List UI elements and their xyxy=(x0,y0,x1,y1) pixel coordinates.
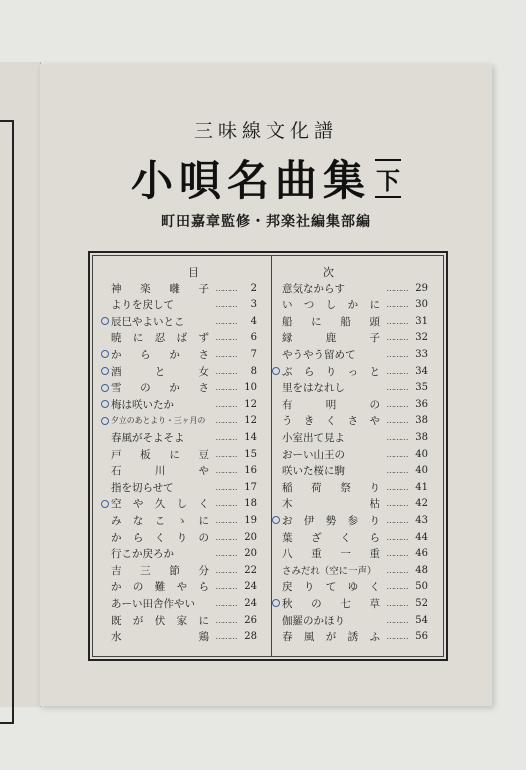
leader-dots: ……… xyxy=(215,300,237,310)
toc-entry-title: か ら く り の xyxy=(111,531,209,544)
leader-dots: ……… xyxy=(386,549,408,559)
toc-entry-title: 葉 ざ く ら xyxy=(282,531,380,544)
leader-dots: ……… xyxy=(386,333,408,343)
toc-entry-title: か の 難 や ら xyxy=(111,581,209,594)
toc-entry-page: 48 xyxy=(415,564,428,576)
toc-entry xyxy=(111,612,257,628)
toc-entry-title: ぶ ら り っ と xyxy=(282,365,380,378)
toc-entry-title: み な こ ゝ に xyxy=(111,514,209,527)
toc-entry xyxy=(111,579,257,595)
toc-entry-page: 16 xyxy=(244,465,257,477)
toc-entry-page: 56 xyxy=(415,631,428,643)
leader-dots: ……… xyxy=(386,449,408,459)
toc-entry-title: よりを戻して xyxy=(111,299,174,312)
toc-entry-page: 10 xyxy=(244,382,257,394)
leader-dots: ……… xyxy=(386,582,408,592)
leader-dots: ……… xyxy=(215,316,237,326)
toc-entry-page: 12 xyxy=(244,415,257,427)
toc-entry xyxy=(282,579,428,595)
previous-page-border xyxy=(0,120,14,724)
leader-dots: ……… xyxy=(215,283,237,293)
leader-dots: ……… xyxy=(215,449,237,459)
circle-mark-icon xyxy=(101,417,109,425)
toc-entry xyxy=(282,496,428,512)
leader-dots: ……… xyxy=(386,565,408,575)
toc-entry xyxy=(111,595,257,611)
leader-dots: ……… xyxy=(386,532,408,542)
toc-entry xyxy=(111,479,257,495)
toc-entry xyxy=(111,363,257,379)
leader-dots: ……… xyxy=(215,582,237,592)
toc-entry-page: 28 xyxy=(244,631,257,643)
toc-entry-title: 縁 鹿 子 xyxy=(282,332,380,345)
toc-heading-right: 次 xyxy=(323,266,334,279)
toc-entry-title: 行こか戻ろか xyxy=(111,548,174,561)
toc-entry-title: 辰巳やよいとこ xyxy=(111,315,185,328)
toc-entry xyxy=(282,529,428,545)
toc-entry xyxy=(111,529,257,545)
toc-entry xyxy=(282,612,428,628)
circle-mark-icon xyxy=(272,516,280,524)
toc-entry-page: 38 xyxy=(415,415,428,427)
toc-entry xyxy=(282,330,428,346)
table-of-contents xyxy=(88,251,448,661)
toc-entry xyxy=(282,280,428,296)
toc-entry-title: お 伊 勢 参 り xyxy=(282,514,380,527)
main-title xyxy=(100,152,432,204)
toc-entry-title: 既 が 伏 家 に xyxy=(111,614,209,627)
leader-dots: ……… xyxy=(386,283,408,293)
toc-entry xyxy=(111,512,257,528)
toc-entry xyxy=(282,429,428,445)
toc-entry xyxy=(111,496,257,512)
toc-entry-page: 34 xyxy=(415,365,428,377)
toc-entry-title: か ら か さ xyxy=(111,348,209,361)
toc-entry-title: 里をはなれし xyxy=(282,382,345,395)
toc-entry-title: 有 明 の xyxy=(282,398,380,411)
leader-dots: ……… xyxy=(386,349,408,359)
toc-entry xyxy=(111,396,257,412)
toc-entry xyxy=(111,429,257,445)
leader-dots: ……… xyxy=(386,466,408,476)
toc-entry xyxy=(282,363,428,379)
toc-entry-title: おーい山王の xyxy=(282,448,345,461)
leader-dots: ……… xyxy=(215,432,237,442)
toc-entry-title: 咲いた桜に駒 xyxy=(282,465,345,478)
toc-entry-title: 指を切らせて xyxy=(111,481,174,494)
leader-dots: ……… xyxy=(386,383,408,393)
leader-dots: ……… xyxy=(215,565,237,575)
toc-entry-page: 18 xyxy=(244,498,257,510)
toc-entry-title: 吉 三 節 分 xyxy=(111,564,209,577)
toc-entry-page: 24 xyxy=(244,597,257,609)
toc-entry-page: 40 xyxy=(415,448,428,460)
toc-entry-title: 小室出て見よ xyxy=(282,431,345,444)
toc-entry-title: 春風がそよそよ xyxy=(111,431,185,444)
leader-dots: ……… xyxy=(215,383,237,393)
toc-entry-page: 54 xyxy=(415,614,428,626)
toc-entry-page: 4 xyxy=(250,315,257,327)
toc-entry-page: 43 xyxy=(415,514,428,526)
toc-entry-page: 6 xyxy=(250,332,257,344)
toc-entry-page: 31 xyxy=(415,315,428,327)
toc-entry xyxy=(282,512,428,528)
toc-entry-page: 8 xyxy=(250,365,257,377)
leader-dots: ……… xyxy=(215,366,237,376)
toc-entry xyxy=(111,446,257,462)
toc-entry-title: 夕立のあとより・三ヶ月の xyxy=(111,416,206,426)
toc-entry xyxy=(282,463,428,479)
leader-dots: ……… xyxy=(215,333,237,343)
leader-dots: ……… xyxy=(386,515,408,525)
toc-entry-title: あーい田舎作やい xyxy=(111,597,195,610)
toc-entry xyxy=(111,297,257,313)
circle-mark-icon xyxy=(101,384,109,392)
toc-entry-title: 木 枯 xyxy=(282,498,380,511)
toc-entry-title: 伽羅のかほり xyxy=(282,614,345,627)
toc-entry-page: 41 xyxy=(415,481,428,493)
toc-entry-title: 秋 の 七 草 xyxy=(282,597,380,610)
toc-entry-title: 空 や 久 し く xyxy=(111,498,209,511)
toc-entry xyxy=(282,396,428,412)
toc-entry-title: 八 重 一 重 xyxy=(282,548,380,561)
toc-entry xyxy=(111,313,257,329)
toc-entry-page: 32 xyxy=(415,332,428,344)
leader-dots: ……… xyxy=(215,399,237,409)
circle-mark-icon xyxy=(101,367,109,375)
previous-page-edge xyxy=(0,62,41,707)
leader-dots: ……… xyxy=(215,466,237,476)
toc-entry xyxy=(282,479,428,495)
toc-entry-page: 46 xyxy=(415,548,428,560)
toc-entry-title: さみだれ（空に一声） xyxy=(282,566,377,578)
toc-entry-page: 3 xyxy=(250,299,257,311)
leader-dots: ……… xyxy=(386,615,408,625)
toc-entry xyxy=(282,629,428,645)
toc-entry-page: 26 xyxy=(244,614,257,626)
series-title: 三味線文化譜 xyxy=(193,120,338,142)
toc-entry-title: い つ し か に xyxy=(282,299,380,312)
toc-entry-page: 38 xyxy=(415,431,428,443)
toc-entry-title: 梅は咲いたか xyxy=(111,398,174,411)
toc-entry-page: 50 xyxy=(415,581,428,593)
leader-dots: ……… xyxy=(386,416,408,426)
toc-entry-page: 12 xyxy=(244,398,257,410)
leader-dots: ……… xyxy=(386,366,408,376)
leader-dots: ……… xyxy=(215,598,237,608)
toc-entry-page: 14 xyxy=(244,431,257,443)
leader-dots: ……… xyxy=(386,499,408,509)
circle-mark-icon xyxy=(101,400,109,408)
toc-entry-title: う き く さ や xyxy=(282,415,380,428)
toc-entry xyxy=(111,280,257,296)
circle-mark-icon xyxy=(272,599,280,607)
toc-entry-page: 17 xyxy=(244,481,257,493)
toc-entry-page: 36 xyxy=(415,398,428,410)
toc-entry-page: 7 xyxy=(250,348,257,360)
toc-entry-page: 19 xyxy=(244,514,257,526)
toc-entry-title: 神 楽 囃 子 xyxy=(111,282,209,295)
toc-entry-page: 29 xyxy=(415,282,428,294)
leader-dots: ……… xyxy=(215,632,237,642)
toc-entry xyxy=(282,595,428,611)
leader-dots: ……… xyxy=(215,499,237,509)
toc-entry xyxy=(111,330,257,346)
leader-dots: ……… xyxy=(215,549,237,559)
leader-dots: ……… xyxy=(215,532,237,542)
toc-entry-title: 暁 に 忍 ば ず xyxy=(111,332,209,345)
toc-entry-title: 酒 と 女 xyxy=(111,365,209,378)
toc-entry-title: 水 鶏 xyxy=(111,631,209,644)
toc-entry xyxy=(111,629,257,645)
toc-entry xyxy=(111,413,257,429)
toc-entry-title: 雪 の か さ xyxy=(111,382,209,395)
toc-entry xyxy=(282,446,428,462)
leader-dots: ……… xyxy=(386,300,408,310)
circle-mark-icon xyxy=(272,367,280,375)
toc-entry-title: 戻 り て ゆ く xyxy=(282,581,380,594)
leader-dots: ……… xyxy=(215,416,237,426)
toc-entry-page: 33 xyxy=(415,348,428,360)
toc-heading-left: 目 xyxy=(188,266,199,279)
toc-entry-title: やうやう留めて xyxy=(282,348,356,361)
toc-entry xyxy=(111,346,257,362)
toc-entry-title: 戸 板 に 豆 xyxy=(111,448,209,461)
leader-dots: ……… xyxy=(386,399,408,409)
toc-entry xyxy=(111,463,257,479)
leader-dots: ……… xyxy=(215,615,237,625)
toc-entry xyxy=(282,413,428,429)
toc-entry-page: 42 xyxy=(415,498,428,510)
toc-entry xyxy=(282,562,428,578)
toc-entry xyxy=(282,346,428,362)
leader-dots: ……… xyxy=(386,482,408,492)
toc-entry-page: 20 xyxy=(244,548,257,560)
toc-entry-title: 意気なからす xyxy=(282,282,345,295)
toc-entry xyxy=(111,380,257,396)
leader-dots: ……… xyxy=(386,432,408,442)
toc-entry-page: 24 xyxy=(244,581,257,593)
leader-dots: ……… xyxy=(215,349,237,359)
title-text: 小唄名曲集 xyxy=(130,156,371,205)
toc-entry-page: 20 xyxy=(244,531,257,543)
leader-dots: ……… xyxy=(386,632,408,642)
toc-entry-page: 15 xyxy=(244,448,257,460)
toc-entry xyxy=(282,380,428,396)
toc-inner-frame xyxy=(92,255,444,657)
circle-mark-icon xyxy=(101,350,109,358)
toc-entry-page: 44 xyxy=(415,531,428,543)
toc-entry-page: 2 xyxy=(250,282,257,294)
circle-mark-icon xyxy=(101,500,109,508)
circle-mark-icon xyxy=(101,317,109,325)
booklet-page xyxy=(40,64,492,706)
toc-entry xyxy=(282,313,428,329)
toc-entry-title: 船 に 船 頭 xyxy=(282,315,380,328)
toc-entry-title: 石 川 や xyxy=(111,465,209,478)
toc-entry-page: 52 xyxy=(415,597,428,609)
toc-entry-title: 稲 荷 祭 り xyxy=(282,481,380,494)
volume-mark: 下 xyxy=(375,159,401,198)
toc-entry-page: 22 xyxy=(244,564,257,576)
leader-dots: ……… xyxy=(215,482,237,492)
leader-dots: ……… xyxy=(386,598,408,608)
leader-dots: ……… xyxy=(386,316,408,326)
toc-entry-title: 春 風 が 誘 ふ xyxy=(282,631,380,644)
toc-entry xyxy=(111,546,257,562)
toc-entry xyxy=(282,546,428,562)
toc-entry xyxy=(111,562,257,578)
toc-entry xyxy=(282,297,428,313)
toc-entry-page: 35 xyxy=(415,382,428,394)
leader-dots: ……… xyxy=(215,515,237,525)
toc-entry-page: 30 xyxy=(415,299,428,311)
column-divider xyxy=(271,256,272,656)
editor-credit: 町田嘉章監修・邦楽社編集部編 xyxy=(161,214,371,230)
toc-entry-page: 40 xyxy=(415,465,428,477)
